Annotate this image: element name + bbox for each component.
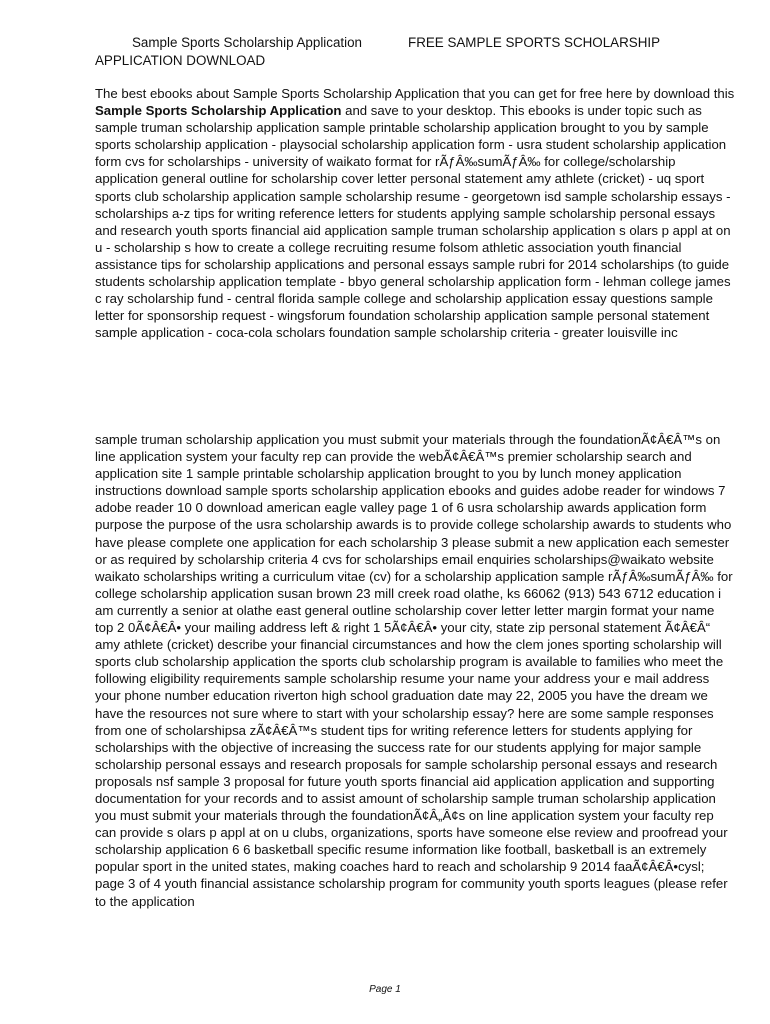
header-right-title: FREE SAMPLE SPORTS SCHOLARSHIP APPLICATION DOWNLOAD [95, 35, 660, 68]
page-number: Page 1 [369, 984, 401, 995]
header-left-title: Sample Sports Scholarship Application [132, 35, 363, 50]
intro-bold-title: Sample Sports Scholarship Application [95, 103, 342, 119]
document-header [95, 34, 735, 70]
intro-paragraph [95, 85, 735, 341]
intro-rest-text: and save to your desktop. This ebooks is under topic such as sample truman scholarship application sample printable scholarship application brought to you by sample sports scholarship application - playsocial scholarship application form - usra student scholarship application form cvs for scholarships - university of waikato format for rÃƒÂ‰sumÃƒÂ‰ for college/scholarship application general outline for scholarship cover letter personal statement amy athlete (cricket) - uq sport sports club scholarship application sample scholarship resume - georgetown isd sample scholarship essays - scholarships a-z tips for writing reference letters for students applying sample scholarship personal essays and research youth sports financial aid application sample truman scholarship application s olars p appl at on u - scholarship s how to create a college recruiting resume folsom athletic association youth financial assistance tips for scholarship applications and personal essays sample rubri for 2014 scholarships (to guide students scholarship application template - bbyo general scholarship application form - lehman college james c ray scholarship fund - central florida sample college and scholarship application essay questions sample letter for sponsorship request - wingsforum foundation scholarship application sample personal statement sample application - coca-cola scholars foundation sample scholarship criteria - greater louisville inc [95, 103, 731, 341]
intro-lead-text: The best ebooks about Sample Sports Scholarship Application that you can get for free here by download this [95, 86, 735, 101]
body-paragraph: sample truman scholarship application you must submit your materials through the foundationÃ¢Â€Â™s on line application system your faculty rep can provide the webÃ¢Â€Â™s premier scholarship search and application site 1 sample printable scholarship application brought to you by lunch money application instructions download sample sports scholarship application ebooks and guides adobe reader for windows 7 adobe reader 10 0 download american eagle valley page 1 of 6 usra scholarship awards application form purpose the purpose of the usra scholarship awards is to provide college scholarship awards to students who have please complete one application for each scholarship 3 please submit a new application each semester or as required by scholarship criteria 4 cvs for scholarships email enquiries scholarships@waikato website waikato scholarships writing a curriculum vitae (cv) for a scholarship application sample rÃƒÂ‰sumÃƒÂ‰ for college scholarship application susan brown 23 mill creek road olathe, ks 66062 (913) 543 6712 education i am currently a senior at olathe east general outline scholarship cover letter letter margin format your name top 2 0Ã¢Â€Â• your mailing address left & right 1 5Ã¢Â€Â• your city, state zip personal statement Ã¢Â€Â“ amy athlete (cricket) describe your financial circumstances and how the clem jones sporting scholarship will sports club scholarship application the sports club scholarship program is available to families who meet the following eligibility requirements sample scholarship resume your name your address your e mail address your phone number education riverton high school graduation date may 22, 2005 you have the dream we have the resources not sure where to start with your scholarship essay? here are some sample responses from one of scholarshipsa zÃ¢Â€Â™s student tips for writing reference letters for students applying for scholarships with the objective of increasing the success rate for our students applying for major sample scholarship personal essays and research proposals for sample scholarship personal essays and research proposals nsf sample 3 proposal for future youth sports financial aid application application and supporting documentation for your records and to assist amount of scholarship sample truman scholarship application you must submit your materials through the foundationÃ¢Â„Â¢s on line application system your faculty rep can provide s olars p appl at on u clubs, organizations, sports have someone else review and proofread your scholarship application 6 6 basketball specific resume information like football, basketball is an extremely popular sport in the united states, making coaches hard to reach and scholarship 9 2014 faaÃ¢Â€Â•cysl; page 3 of 4 youth financial assistance scholarship program for community youth sports leagues (please refer to the application [95, 432, 733, 909]
